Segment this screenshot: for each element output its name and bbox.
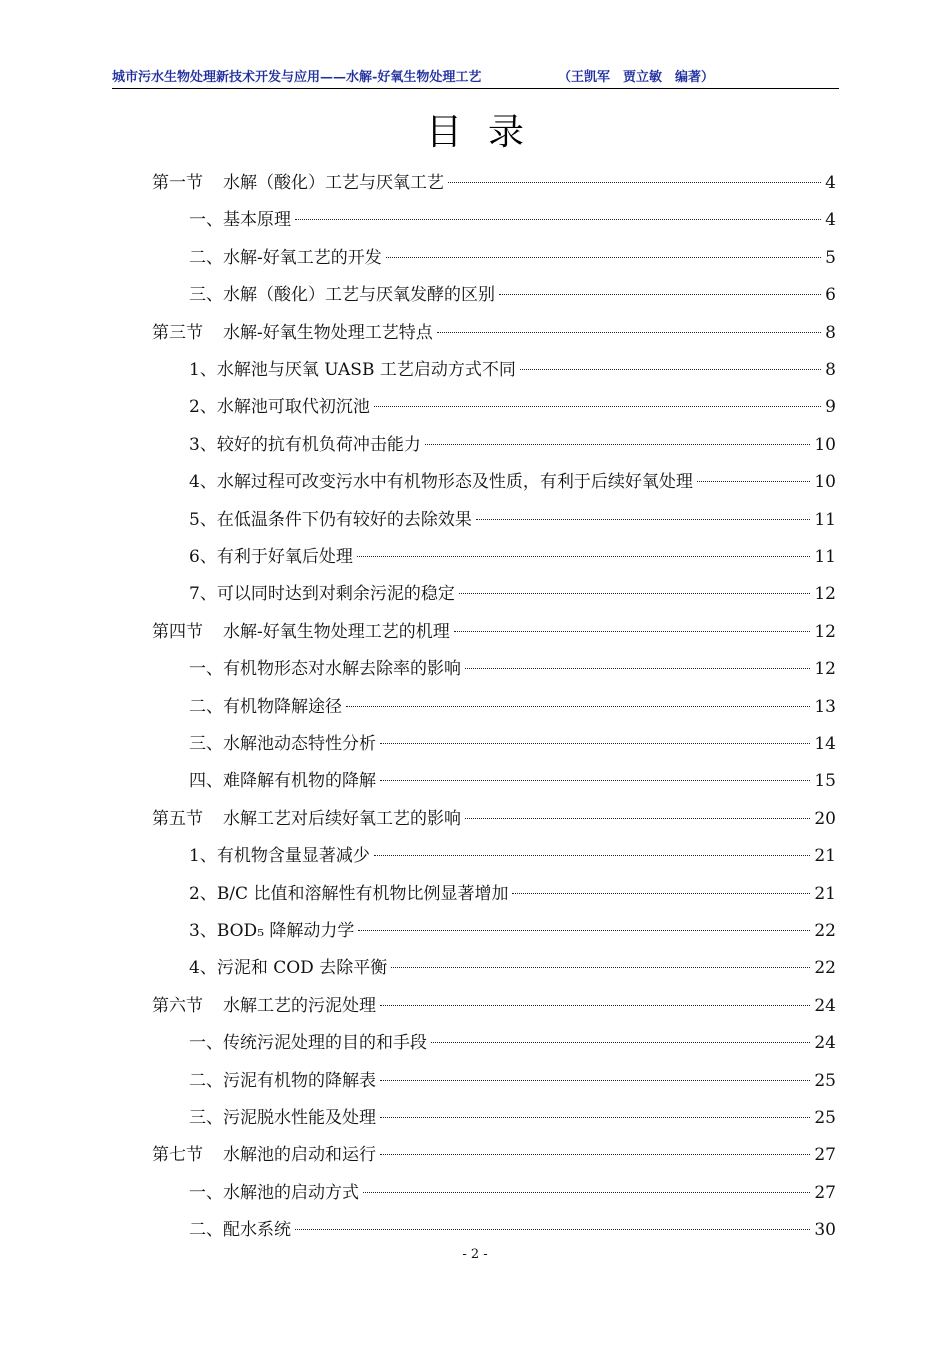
toc-dot-leader (295, 1228, 810, 1230)
toc-page-number: 22 (814, 921, 836, 941)
toc-entry-text: 水解-好氧生物处理工艺特点 (223, 322, 433, 343)
toc-entry-text: 水解（酸化）工艺与厌氧工艺 (223, 173, 444, 193)
toc-subsection-entry[interactable] (189, 843, 836, 869)
toc-subsection-entry[interactable] (189, 1180, 836, 1206)
toc-dot-leader (437, 331, 821, 333)
toc-subsection-entry[interactable] (189, 694, 836, 720)
toc-entry-text: 2、B/C 比值和溶解性有机物比例显著增加 (189, 883, 509, 904)
toc-entry-label (152, 170, 446, 196)
toc-dot-leader (465, 667, 810, 669)
toc-section-entry[interactable] (152, 1142, 836, 1168)
toc-dot-leader (380, 1153, 810, 1155)
toc-entry-label (189, 768, 378, 794)
toc-page-number: 22 (814, 958, 836, 979)
toc-entry-label (189, 881, 510, 907)
toc-entry-label (189, 1217, 293, 1243)
toc-entry-text: 水解-好氧生物处理工艺的机理 (223, 621, 450, 642)
toc-entry-text: 一、有机物形态对水解去除率的影响 (189, 659, 461, 680)
toc-page-number: 8 (825, 322, 836, 343)
header-rule (112, 88, 839, 89)
toc-subsection-entry[interactable] (189, 731, 836, 757)
toc-subsection-entry[interactable] (189, 1217, 836, 1243)
toc-entry-label (189, 731, 378, 757)
toc-entry-label (189, 394, 372, 420)
toc-entry-text: 5、在低温条件下仍有较好的去除效果 (189, 509, 472, 530)
running-header (112, 66, 838, 85)
toc-dot-leader (448, 181, 821, 183)
toc-entry-label (189, 507, 474, 533)
toc-entry-text: 水解池的启动和运行 (223, 1145, 376, 1166)
toc-entry-label (189, 207, 293, 233)
toc-dot-leader (459, 592, 811, 594)
toc-entry-text: 1、有机物含量显著减少 (189, 846, 370, 867)
toc-dot-leader (425, 443, 811, 445)
toc-dot-leader (476, 518, 811, 520)
toc-dot-leader (346, 705, 810, 707)
toc-section-number: 第一节 (152, 173, 203, 193)
toc-page-number: 24 (814, 1033, 836, 1054)
toc-entry-text: 6、有利于好氧后处理 (189, 547, 353, 567)
toc-page-number: 8 (825, 360, 836, 380)
toc-subsection-entry[interactable] (189, 918, 836, 944)
toc-entry-label (189, 544, 355, 570)
toc-page-number: 9 (825, 397, 836, 418)
toc-subsection-entry[interactable] (189, 245, 836, 271)
toc-subsection-entry[interactable] (189, 955, 836, 981)
toc-entry-text: 4、污泥和 COD 去除平衡 (189, 958, 388, 979)
toc-entry-text: 四、难降解有机物的降解 (189, 771, 376, 792)
toc-page-number: 13 (814, 696, 836, 717)
toc-section-entry[interactable] (152, 170, 836, 196)
toc-subsection-entry[interactable] (189, 1068, 836, 1094)
toc-subsection-entry[interactable] (189, 881, 836, 907)
toc-entry-text: 三、水解（酸化）工艺与厌氧发酵的区别 (189, 285, 495, 306)
toc-page-number: 21 (814, 846, 836, 867)
toc-entry-label (189, 1105, 378, 1131)
toc-entry-text: 3、较好的抗有机负荷冲击能力 (189, 434, 421, 455)
toc-entry-label (189, 469, 695, 495)
toc-dot-leader (374, 854, 811, 856)
toc-page-number: 11 (814, 509, 836, 530)
toc-entry-label (189, 432, 423, 458)
toc-subsection-entry[interactable] (189, 768, 836, 794)
toc-page-number: 6 (825, 285, 836, 306)
page-number: - 2 - (462, 1247, 488, 1262)
toc-dot-leader (295, 218, 821, 220)
header-authors: （王凯军 贾立敏 编著） (558, 70, 715, 85)
toc-section-entry[interactable] (152, 806, 836, 832)
toc-page-number: 25 (814, 1108, 836, 1128)
toc-entry-text: 一、水解池的启动方式 (189, 1182, 359, 1203)
toc-subsection-entry[interactable] (189, 357, 836, 383)
toc-entry-text: 一、传统污泥处理的目的和手段 (189, 1033, 427, 1054)
toc-entry-label (189, 955, 389, 981)
toc-entry-text: 7、可以同时达到对剩余污泥的稳定 (189, 584, 455, 605)
toc-section-entry[interactable] (152, 619, 836, 645)
toc-subsection-entry[interactable] (189, 394, 836, 420)
toc-subsection-entry[interactable] (189, 282, 836, 308)
toc-entry-text: 4、水解过程可改变污水中有机物形态及性质，有利于后续好氧处理 (189, 472, 693, 493)
toc-page-number: 10 (814, 434, 836, 455)
toc-entry-text: 二、有机物降解途径 (189, 696, 342, 717)
toc-page-number: 21 (814, 883, 836, 904)
toc-page-number: 27 (814, 1182, 836, 1203)
toc-entry-label (189, 282, 497, 308)
toc-page-number: 11 (814, 547, 836, 567)
toc-dot-leader (386, 256, 821, 258)
toc-section-entry[interactable] (152, 993, 836, 1019)
toc-entry-label (189, 656, 463, 682)
toc-page-number: 14 (814, 734, 836, 754)
toc-entry-text: 二、配水系统 (189, 1220, 291, 1241)
toc-entry-label (152, 320, 435, 346)
toc-page-number: 25 (814, 1070, 836, 1091)
toc-dot-leader (374, 405, 821, 407)
toc-entry-label (189, 1068, 378, 1094)
toc-entry-label (189, 1180, 361, 1206)
toc-subsection-entry[interactable] (189, 656, 836, 682)
toc-page-number: 20 (814, 808, 836, 829)
toc-entry-label (189, 1030, 429, 1056)
toc-dot-leader (380, 1004, 810, 1006)
toc-entry-label (152, 619, 452, 645)
toc-entry-text: 水解工艺的污泥处理 (223, 995, 376, 1016)
toc-dot-leader (363, 1191, 810, 1193)
header-book-title: 城市污水生物处理新技术开发与应用——水解-好氧生物处理工艺 (112, 70, 482, 85)
toc-subsection-entry[interactable] (189, 1105, 836, 1131)
toc-page-number: 27 (814, 1145, 836, 1166)
toc-entry-text: 1、水解池与厌氧 UASB 工艺启动方式不同 (189, 360, 516, 380)
toc-page-number: 12 (814, 659, 836, 680)
toc-entry-text: 二、水解-好氧工艺的开发 (189, 247, 382, 268)
toc-entry-label (152, 993, 378, 1019)
toc-page-number: 5 (825, 247, 836, 268)
toc-dot-leader (380, 742, 810, 744)
toc-dot-leader (454, 630, 811, 632)
toc-subsection-entry[interactable] (189, 544, 836, 570)
toc-entry-text: 三、水解池动态特性分析 (189, 734, 376, 754)
toc-page-number: 15 (814, 771, 836, 792)
toc-entry-text: 三、污泥脱水性能及处理 (189, 1108, 376, 1128)
toc-section-number: 第七节 (152, 1145, 203, 1166)
toc-entry-label (152, 806, 463, 832)
toc-entry-label (189, 694, 344, 720)
toc-dot-leader (380, 1116, 810, 1118)
toc-section-entry[interactable] (152, 320, 836, 346)
toc-entry-label (189, 918, 356, 944)
toc-page-number: 4 (825, 173, 836, 193)
toc-dot-leader (380, 1079, 810, 1081)
toc-dot-leader (697, 480, 811, 482)
toc-entry-label (189, 357, 518, 383)
toc-dot-leader (431, 1041, 810, 1043)
toc-dot-leader (499, 293, 821, 295)
toc-dot-leader (520, 368, 821, 370)
toc-dot-leader (380, 779, 810, 781)
toc-section-number: 第四节 (152, 621, 203, 642)
page-title: 目录 (425, 112, 550, 153)
toc-entry-text: 二、污泥有机物的降解表 (189, 1070, 376, 1091)
toc-subsection-entry[interactable] (189, 1030, 836, 1056)
toc-subsection-entry[interactable] (189, 507, 836, 533)
toc-entry-label (189, 843, 372, 869)
toc-subsection-entry[interactable] (189, 207, 836, 233)
toc-subsection-entry[interactable] (189, 432, 836, 458)
toc-page-number: 10 (814, 472, 836, 493)
toc-entry-text: 3、BOD₅ 降解动力学 (189, 921, 355, 941)
toc-section-number: 第三节 (152, 322, 203, 343)
toc-page-number: 12 (814, 621, 836, 642)
toc-page-number: 4 (825, 210, 836, 231)
toc-entry-label (189, 581, 457, 607)
toc-page-number: 30 (814, 1220, 836, 1241)
toc-section-number: 第五节 (152, 808, 203, 829)
toc-entry-label (189, 245, 384, 271)
toc-dot-leader (358, 929, 810, 931)
toc-subsection-entry[interactable] (189, 469, 836, 495)
toc-entry-text: 水解工艺对后续好氧工艺的影响 (223, 808, 461, 829)
toc-entry-text: 2、水解池可取代初沉池 (189, 397, 370, 418)
toc-dot-leader (512, 892, 810, 894)
toc-page-number: 24 (814, 995, 836, 1016)
toc-entry-label (152, 1142, 378, 1168)
toc-dot-leader (391, 966, 810, 968)
toc-dot-leader (465, 817, 810, 819)
toc-subsection-entry[interactable] (189, 581, 836, 607)
toc-page-number: 12 (814, 584, 836, 605)
toc-entry-text: 一、基本原理 (189, 210, 291, 231)
toc-dot-leader (357, 555, 811, 557)
toc-section-number: 第六节 (152, 995, 203, 1016)
